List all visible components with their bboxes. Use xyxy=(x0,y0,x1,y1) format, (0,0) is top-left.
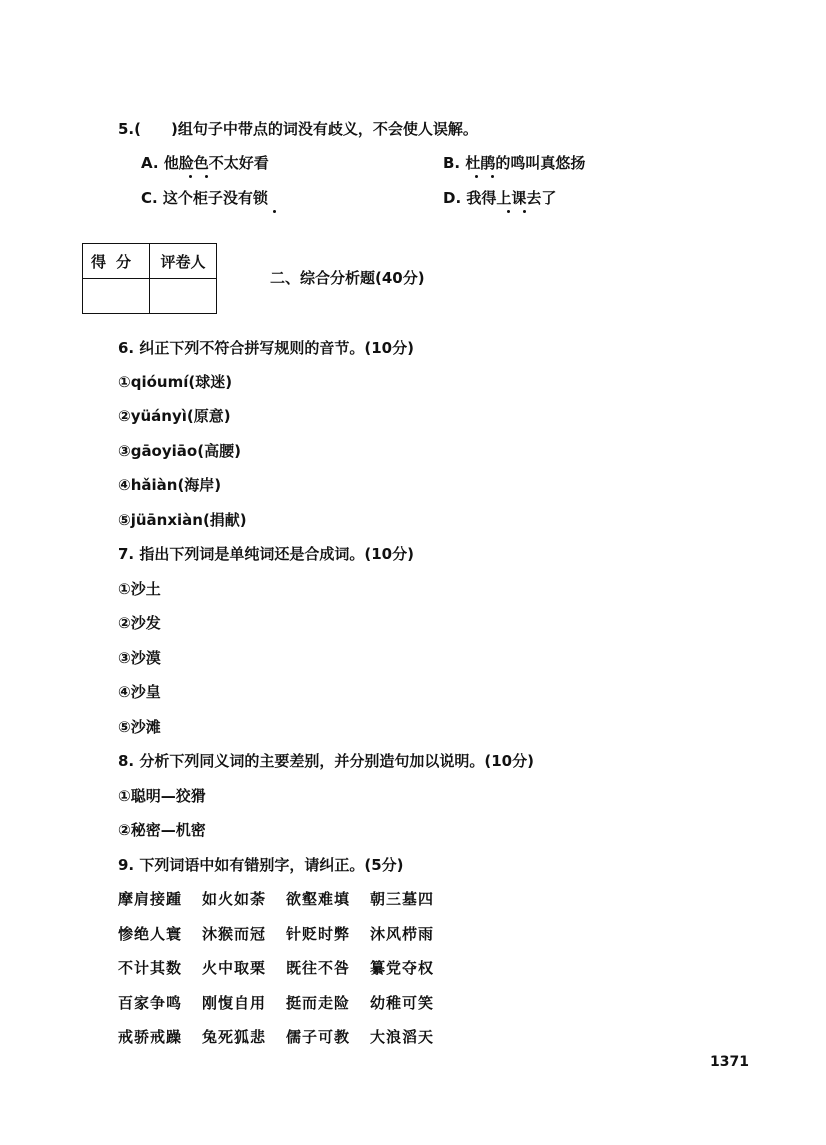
emphasis-dot xyxy=(523,210,526,213)
score-label: 得分 xyxy=(83,244,150,279)
page-number: 1371 xyxy=(710,1054,749,1070)
q8-item: ②秘密—机密 xyxy=(118,821,206,839)
q6-item: ①qióumí(球迷) xyxy=(118,373,233,391)
emphasis-dot xyxy=(507,210,510,213)
q5-stem: 5.( )组句子中带点的词没有歧义，不会使人误解。 xyxy=(118,120,478,138)
idiom-row xyxy=(118,958,454,978)
idiom: 兔死狐悲 xyxy=(202,1028,267,1046)
q7-item: ④沙皇 xyxy=(118,683,161,701)
idiom: 针贬时弊 xyxy=(286,925,351,943)
q6-item: ④hǎiàn(海岸) xyxy=(118,476,222,494)
q8-stem: 8. 分析下列同义词的主要差别，并分别造句加以说明。(10分) xyxy=(118,752,534,770)
q5-option-b: B. 杜鹃的鸣叫真悠扬 xyxy=(443,154,586,172)
q5-option-a: A. 他脸色不太好看 xyxy=(141,154,269,172)
idiom: 惨绝人寰 xyxy=(118,925,183,943)
idiom: 沐风栉雨 xyxy=(370,925,435,943)
idiom-row xyxy=(118,889,454,909)
section-title: 二、综合分析题(40分) xyxy=(270,269,425,287)
emphasis-dot xyxy=(475,175,478,178)
q6-item: ⑤jüānxiàn(捐献) xyxy=(118,511,247,529)
idiom-row xyxy=(118,1027,454,1047)
q7-item: ⑤沙滩 xyxy=(118,718,161,736)
score-table xyxy=(82,243,217,314)
q6-item: ②yüányì(原意) xyxy=(118,407,231,425)
grader-cell xyxy=(150,279,217,314)
grader-label: 评卷人 xyxy=(150,244,217,279)
q7-item: ③沙漠 xyxy=(118,649,161,667)
idiom: 火中取栗 xyxy=(202,959,267,977)
idiom: 戒骄戒躁 xyxy=(118,1028,183,1046)
q8-item: ①聪明—狡猾 xyxy=(118,787,206,805)
q7-stem: 7. 指出下列词是单纯词还是合成词。(10分) xyxy=(118,545,414,563)
q9-stem: 9. 下列词语中如有错别字，请纠正。(5分) xyxy=(118,856,404,874)
idiom: 儒子可教 xyxy=(286,1028,351,1046)
q5-option-d: D. 我得上课去了 xyxy=(443,189,557,207)
idiom: 欲壑难填 xyxy=(286,890,351,908)
idiom: 不计其数 xyxy=(118,959,183,977)
q7-item: ①沙土 xyxy=(118,580,161,598)
q5-option-c: C. 这个柜子没有锁 xyxy=(141,189,268,207)
idiom: 百家争鸣 xyxy=(118,994,183,1012)
emphasis-dot xyxy=(189,175,192,178)
score-cell xyxy=(83,279,150,314)
q6-item: ③gāoyiāo(高腰) xyxy=(118,442,241,460)
idiom: 刚愎自用 xyxy=(202,994,267,1012)
q6-stem: 6. 纠正下列不符合拼写规则的音节。(10分) xyxy=(118,339,414,357)
idiom: 朝三墓四 xyxy=(370,890,435,908)
idiom: 如火如荼 xyxy=(202,890,267,908)
idiom: 幼稚可笑 xyxy=(370,994,435,1012)
idiom: 大浪滔天 xyxy=(370,1028,435,1046)
emphasis-dot xyxy=(491,175,494,178)
idiom: 纂党夺权 xyxy=(370,959,435,977)
idiom: 既往不咎 xyxy=(286,959,351,977)
idiom: 沐猴而冠 xyxy=(202,925,267,943)
emphasis-dot xyxy=(273,210,276,213)
idiom-row xyxy=(118,924,454,944)
emphasis-dot xyxy=(205,175,208,178)
idiom-row xyxy=(118,993,454,1013)
q7-item: ②沙发 xyxy=(118,614,161,632)
idiom: 摩肩接踵 xyxy=(118,890,183,908)
idiom: 挺而走险 xyxy=(286,994,351,1012)
